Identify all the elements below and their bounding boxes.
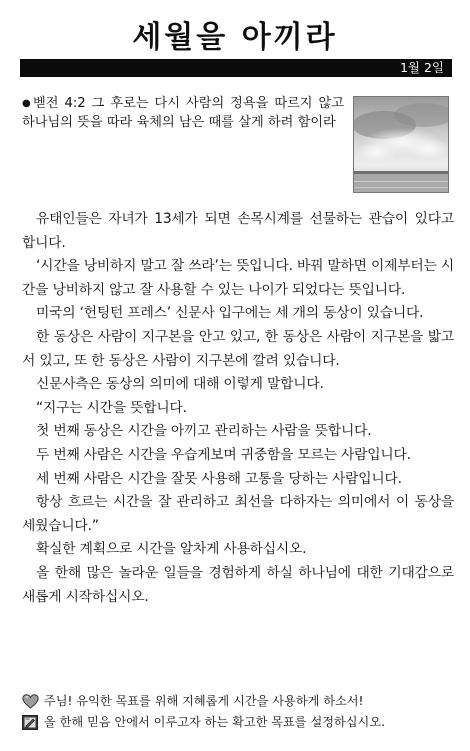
body-paragraph: 첫 번째 동상은 시간을 아끼고 관리하는 사람을 뜻합니다. xyxy=(36,423,372,440)
body-paragraph: ‘시간을 낭비하지 말고 잘 쓰라’는 뜻입니다. 바꿔 말하면 이제부터는 시간을 낭비하지 않고 잘 사용할 수 있는 나이가 되었다는 뜻입니다. xyxy=(22,258,454,298)
sky-photo xyxy=(353,96,449,193)
prayer-line xyxy=(22,691,462,712)
devotional-body xyxy=(22,208,454,609)
page-title: 세월을 아끼라 xyxy=(132,20,338,55)
verse-text: 벧전 4:2 그 후로는 다시 사람의 정욕을 따르지 않고 하나님의 뜻을 따라 육체의 남은 때를 살게 하려 함이라 xyxy=(22,96,344,130)
footer xyxy=(22,691,462,733)
body-paragraph: “지구는 시간을 뜻합니다. xyxy=(36,399,187,416)
body-paragraph: 확실한 계획으로 시간을 알차게 사용하십시오. xyxy=(36,541,307,558)
body-paragraph: 신문사측은 동상의 의미에 대해 이렇게 말합니다. xyxy=(36,376,324,393)
body-paragraph: 항상 흐르는 시간을 잘 관리하고 최선을 다하자는 의미에서 이 동상을 세웠습니다.” xyxy=(22,494,454,534)
heart-icon xyxy=(22,694,39,709)
body-paragraph: 두 번째 사람은 시간을 우습게보며 귀중함을 모르는 사람입니다. xyxy=(36,446,411,463)
body-paragraph: 미국의 ‘헌팅턴 프레스’ 신문사 입구에는 세 개의 동상이 있습니다. xyxy=(36,305,424,322)
bullet-icon: ● xyxy=(22,98,31,109)
action-line xyxy=(22,712,462,733)
body-paragraph: 올 한해 많은 놀라운 일들을 경험하게 하실 하나님에 대한 기대감으로 새롭게 시작하십시오. xyxy=(22,564,454,605)
action-text: 올 한해 믿음 안에서 이루고자 하는 확고한 목표를 설정하십시오. xyxy=(44,715,385,729)
scripture-verse xyxy=(22,94,344,132)
body-paragraph: 세 번째 사람은 시간을 잘못 사용해 고통을 당하는 사람입니다. xyxy=(36,470,402,487)
pencil-note-icon xyxy=(22,715,39,730)
date-bar xyxy=(20,59,452,77)
body-paragraph: 유태인들은 자녀가 13세가 되면 손목시계를 선물하는 관습이 있다고 합니다. xyxy=(22,211,454,251)
date-label: 1월 2일 xyxy=(399,60,444,75)
prayer-text: 주님! 유익한 목표를 위해 지혜롭게 시간을 사용하게 하소서! xyxy=(44,694,364,708)
body-paragraph: 한 동상은 사람이 지구본을 안고 있고, 한 동상은 사람이 지구본을 밟고 서 있고, 또 한 동상은 사람이 지구본에 깔려 있습니다. xyxy=(22,328,454,369)
sky-photo-image xyxy=(354,97,449,193)
